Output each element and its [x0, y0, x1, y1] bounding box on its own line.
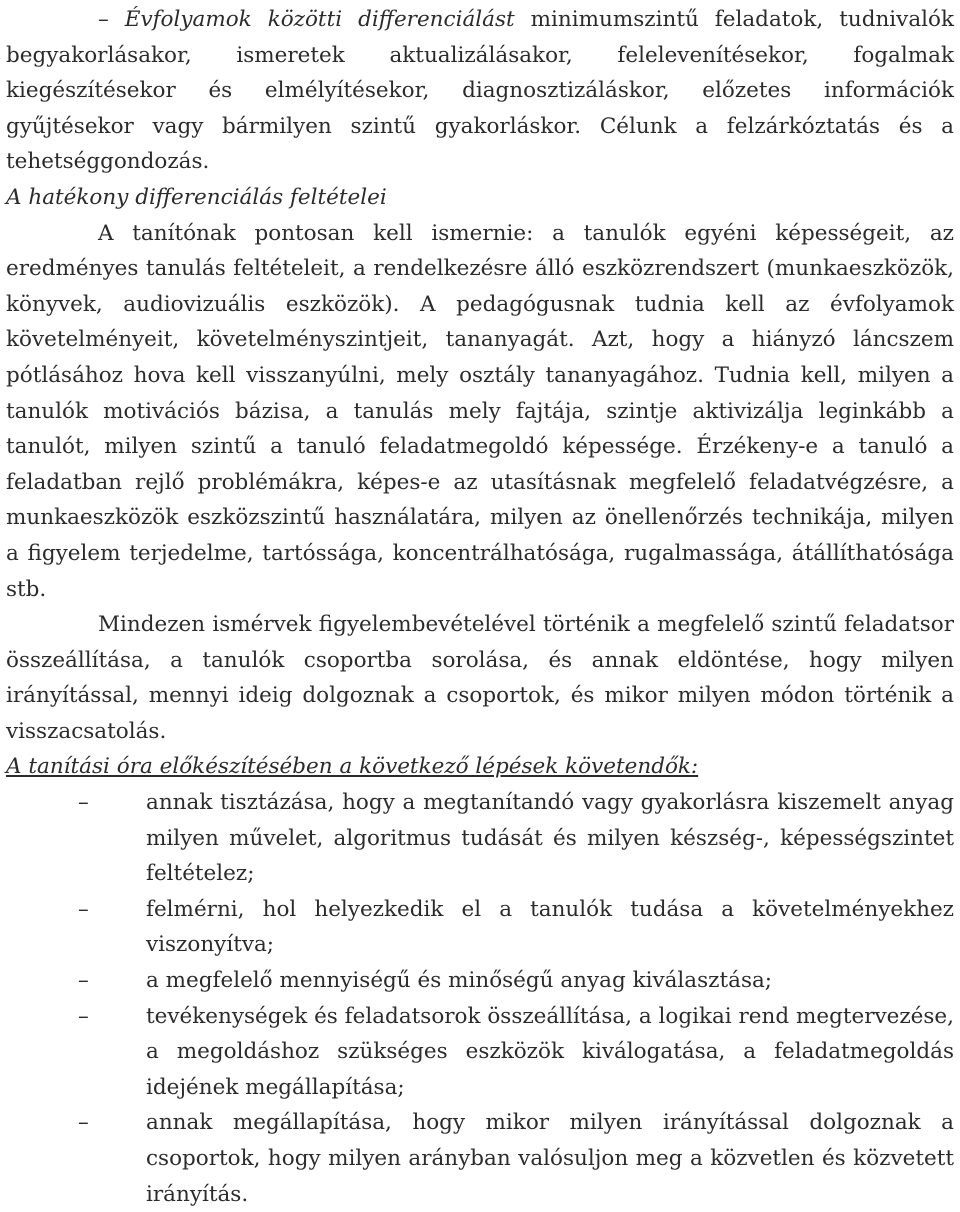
list-item	[6, 785, 954, 892]
list-item-text: annak megállapítása, hogy mikor milyen irányítással dolgoznak a csoportok, hogy milyen arányban valósuljon meg a közvetlen és közvetett irányítás.	[146, 1110, 954, 1207]
list-item-text: a megfelelő mennyiségű és minőségű anyag kiválasztása;	[146, 968, 773, 994]
paragraph-task-compilation: Mindezen ismérvek figyelembevételével történik a megfelelő szintű feladatsor összeállítása, a tanulók csoportba sorolása, és annak eldöntése, hogy milyen irányítással, mennyi ideig dolgoznak a csoportok, és mikor milyen módon történik a visszacsatolás.	[6, 612, 954, 744]
paragraph-grade-differentiation	[6, 2, 954, 180]
list-item	[6, 963, 954, 999]
italic-term: Évfolyamok közötti differenciálást	[124, 7, 515, 32]
paragraph-teacher-knowledge: A tanítónak pontosan kell ismernie: a tanulók egyéni képességeit, az eredményes tanulás feltételeit, a rendelkezésre álló eszközrendszert (munkaeszközök, könyvek, audiovizuális eszközök). A pedagógusnak tudnia kell az évfolyamok követelményeit, követelményszintjeit, tananyagát. Azt, hogy a hiányzó láncszem pótlásához hova kell visszanyúlni, mely osztály tananyagához. Tudnia kell, milyen a tanulók motivációs bázisa, a tanulás mely fajtája, szintje aktivizálja leginkább a tanulót, milyen szintű a tanuló feladatmegoldó képessége. Érzékeny-e a tanuló a feladatban rejlő problémákra, képes-e az utasításnak megfelelő feladatvégzésre, a munkaeszközök eszközszintű használatára, milyen az önellenőrzés technikája, milyen a figyelem terjedelme, tartóssága, koncentrálhatósága, rugalmassága, átállíthatósága stb.	[6, 220, 954, 602]
list-item-text: tevékenységek és feladatsorok összeállítása, a logikai rend megtervezése, a megoldáshoz szükséges eszközök kiválogatása, a feladatmegoldás idejének megállapítása;	[146, 1003, 954, 1100]
dash-mark: –	[78, 790, 89, 816]
list-item	[6, 1105, 954, 1212]
paragraph-text: minimumszintű feladatok, tudnivalók begyakorlásakor, ismeretek aktualizálásakor, felelevenítésekor, fogalmak kiegészítésekor és elmélyítésekor, diagnosztizáláskor, előzetes információk gyűjtésekor vagy bármilyen szintű gyakorláskor. Célunk a felzárkóztatás és a tehetséggondozás.	[6, 7, 954, 175]
dash-mark: –	[78, 1110, 89, 1136]
section-heading-conditions: A hatékony differenciálás feltételei	[6, 184, 387, 210]
dash-mark: –	[98, 7, 109, 32]
list-item	[6, 892, 954, 963]
document-page	[6, 2, 954, 1212]
dash-mark: –	[78, 1003, 89, 1029]
list-item-text: annak tisztázása, hogy a megtanítandó vagy gyakorlásra kiszemelt anyag milyen művelet, algoritmus tudását és milyen készség-, képességszintet feltételez;	[146, 790, 954, 887]
dash-mark: –	[78, 896, 89, 922]
list-item	[6, 999, 954, 1106]
lesson-steps-list	[6, 785, 954, 1212]
list-item-text: felmérni, hol helyezkedik el a tanulók tudása a követelményekhez viszonyítva;	[146, 896, 954, 958]
section-heading-lesson-steps: A tanítási óra előkészítésében a következő lépések követendők:	[6, 754, 699, 780]
dash-mark: –	[78, 968, 89, 994]
